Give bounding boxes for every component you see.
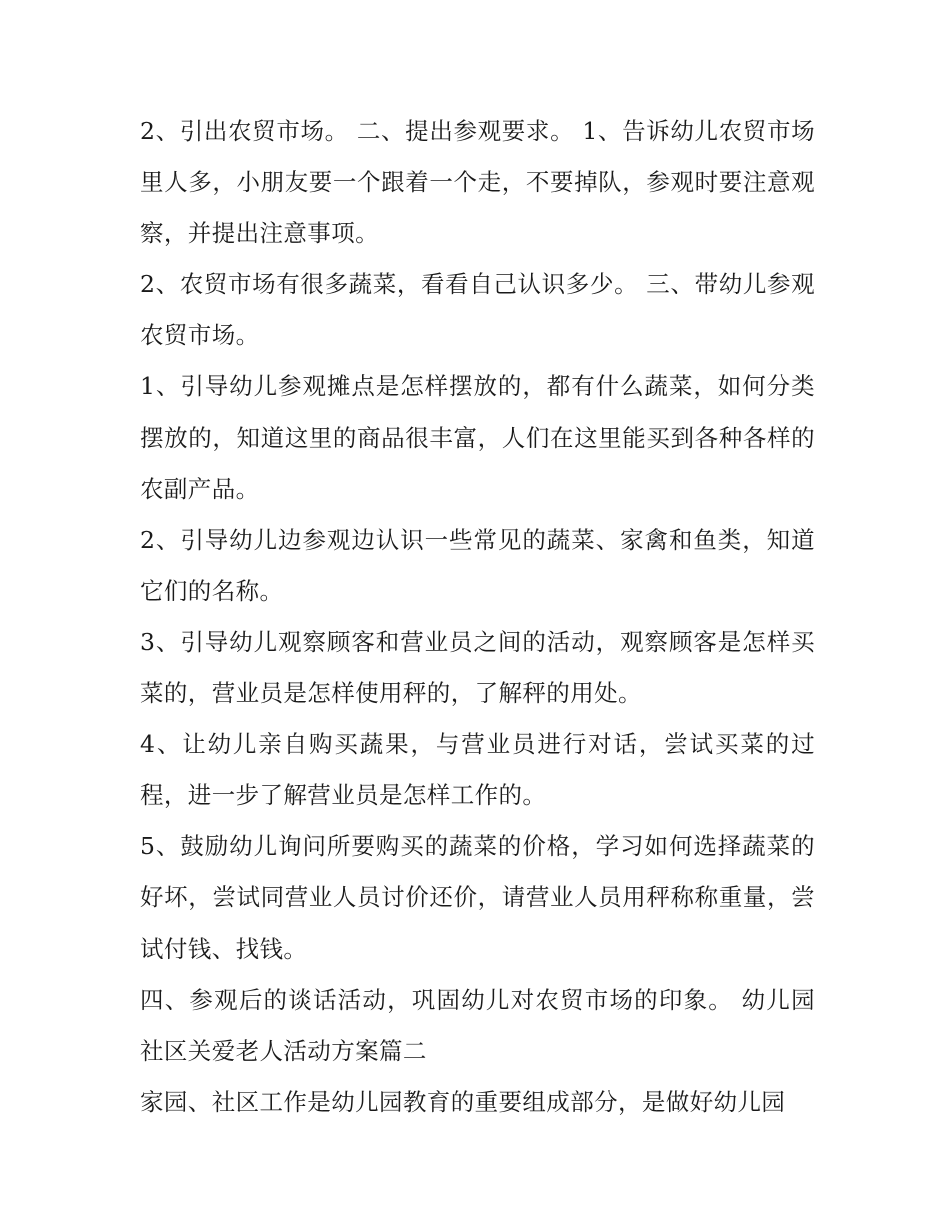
document-body bbox=[140, 106, 815, 1128]
paragraph: 四、参观后的谈话活动，巩固幼儿对农贸市场的印象。 幼儿园社区关爱老人活动方案篇二 bbox=[140, 985, 815, 1065]
paragraph: 2、农贸市场有很多蔬菜，看看自己认识多少。 三、带幼儿参观农贸市场。 bbox=[140, 270, 815, 350]
paragraph: 家园、社区工作是幼儿园教育的重要组成部分，是做好幼儿园 bbox=[140, 1087, 786, 1116]
paragraph: 4、让幼儿亲自购买蔬果，与营业员进行对话，尝试买菜的过程，进一步了解营业员是怎样工作的。 bbox=[140, 730, 815, 810]
paragraph: 5、鼓励幼儿询问所要购买的蔬菜的价格，学习如何选择蔬菜的好坏，尝试同营业人员讨价还价，请营业人员用秤称称重量，尝试付钱、找钱。 bbox=[140, 832, 815, 963]
paragraph: 2、引导幼儿边参观边认识一些常见的蔬菜、家禽和鱼类，知道它们的名称。 bbox=[140, 525, 815, 605]
paragraph: 2、引出农贸市场。 二、提出参观要求。 1、告诉幼儿农贸市场里人多，小朋友要一个跟着一个走，不要掉队，参观时要注意观察，并提出注意事项。 bbox=[140, 117, 815, 248]
paragraph: 3、引导幼儿观察顾客和营业员之间的活动，观察顾客是怎样买菜的，营业员是怎样使用秤的，了解秤的用处。 bbox=[140, 627, 815, 708]
paragraph: 1、引导幼儿参观摊点是怎样摆放的，都有什么蔬菜，如何分类摆放的，知道这里的商品很丰富，人们在这里能买到各种各样的农副产品。 bbox=[140, 372, 815, 503]
